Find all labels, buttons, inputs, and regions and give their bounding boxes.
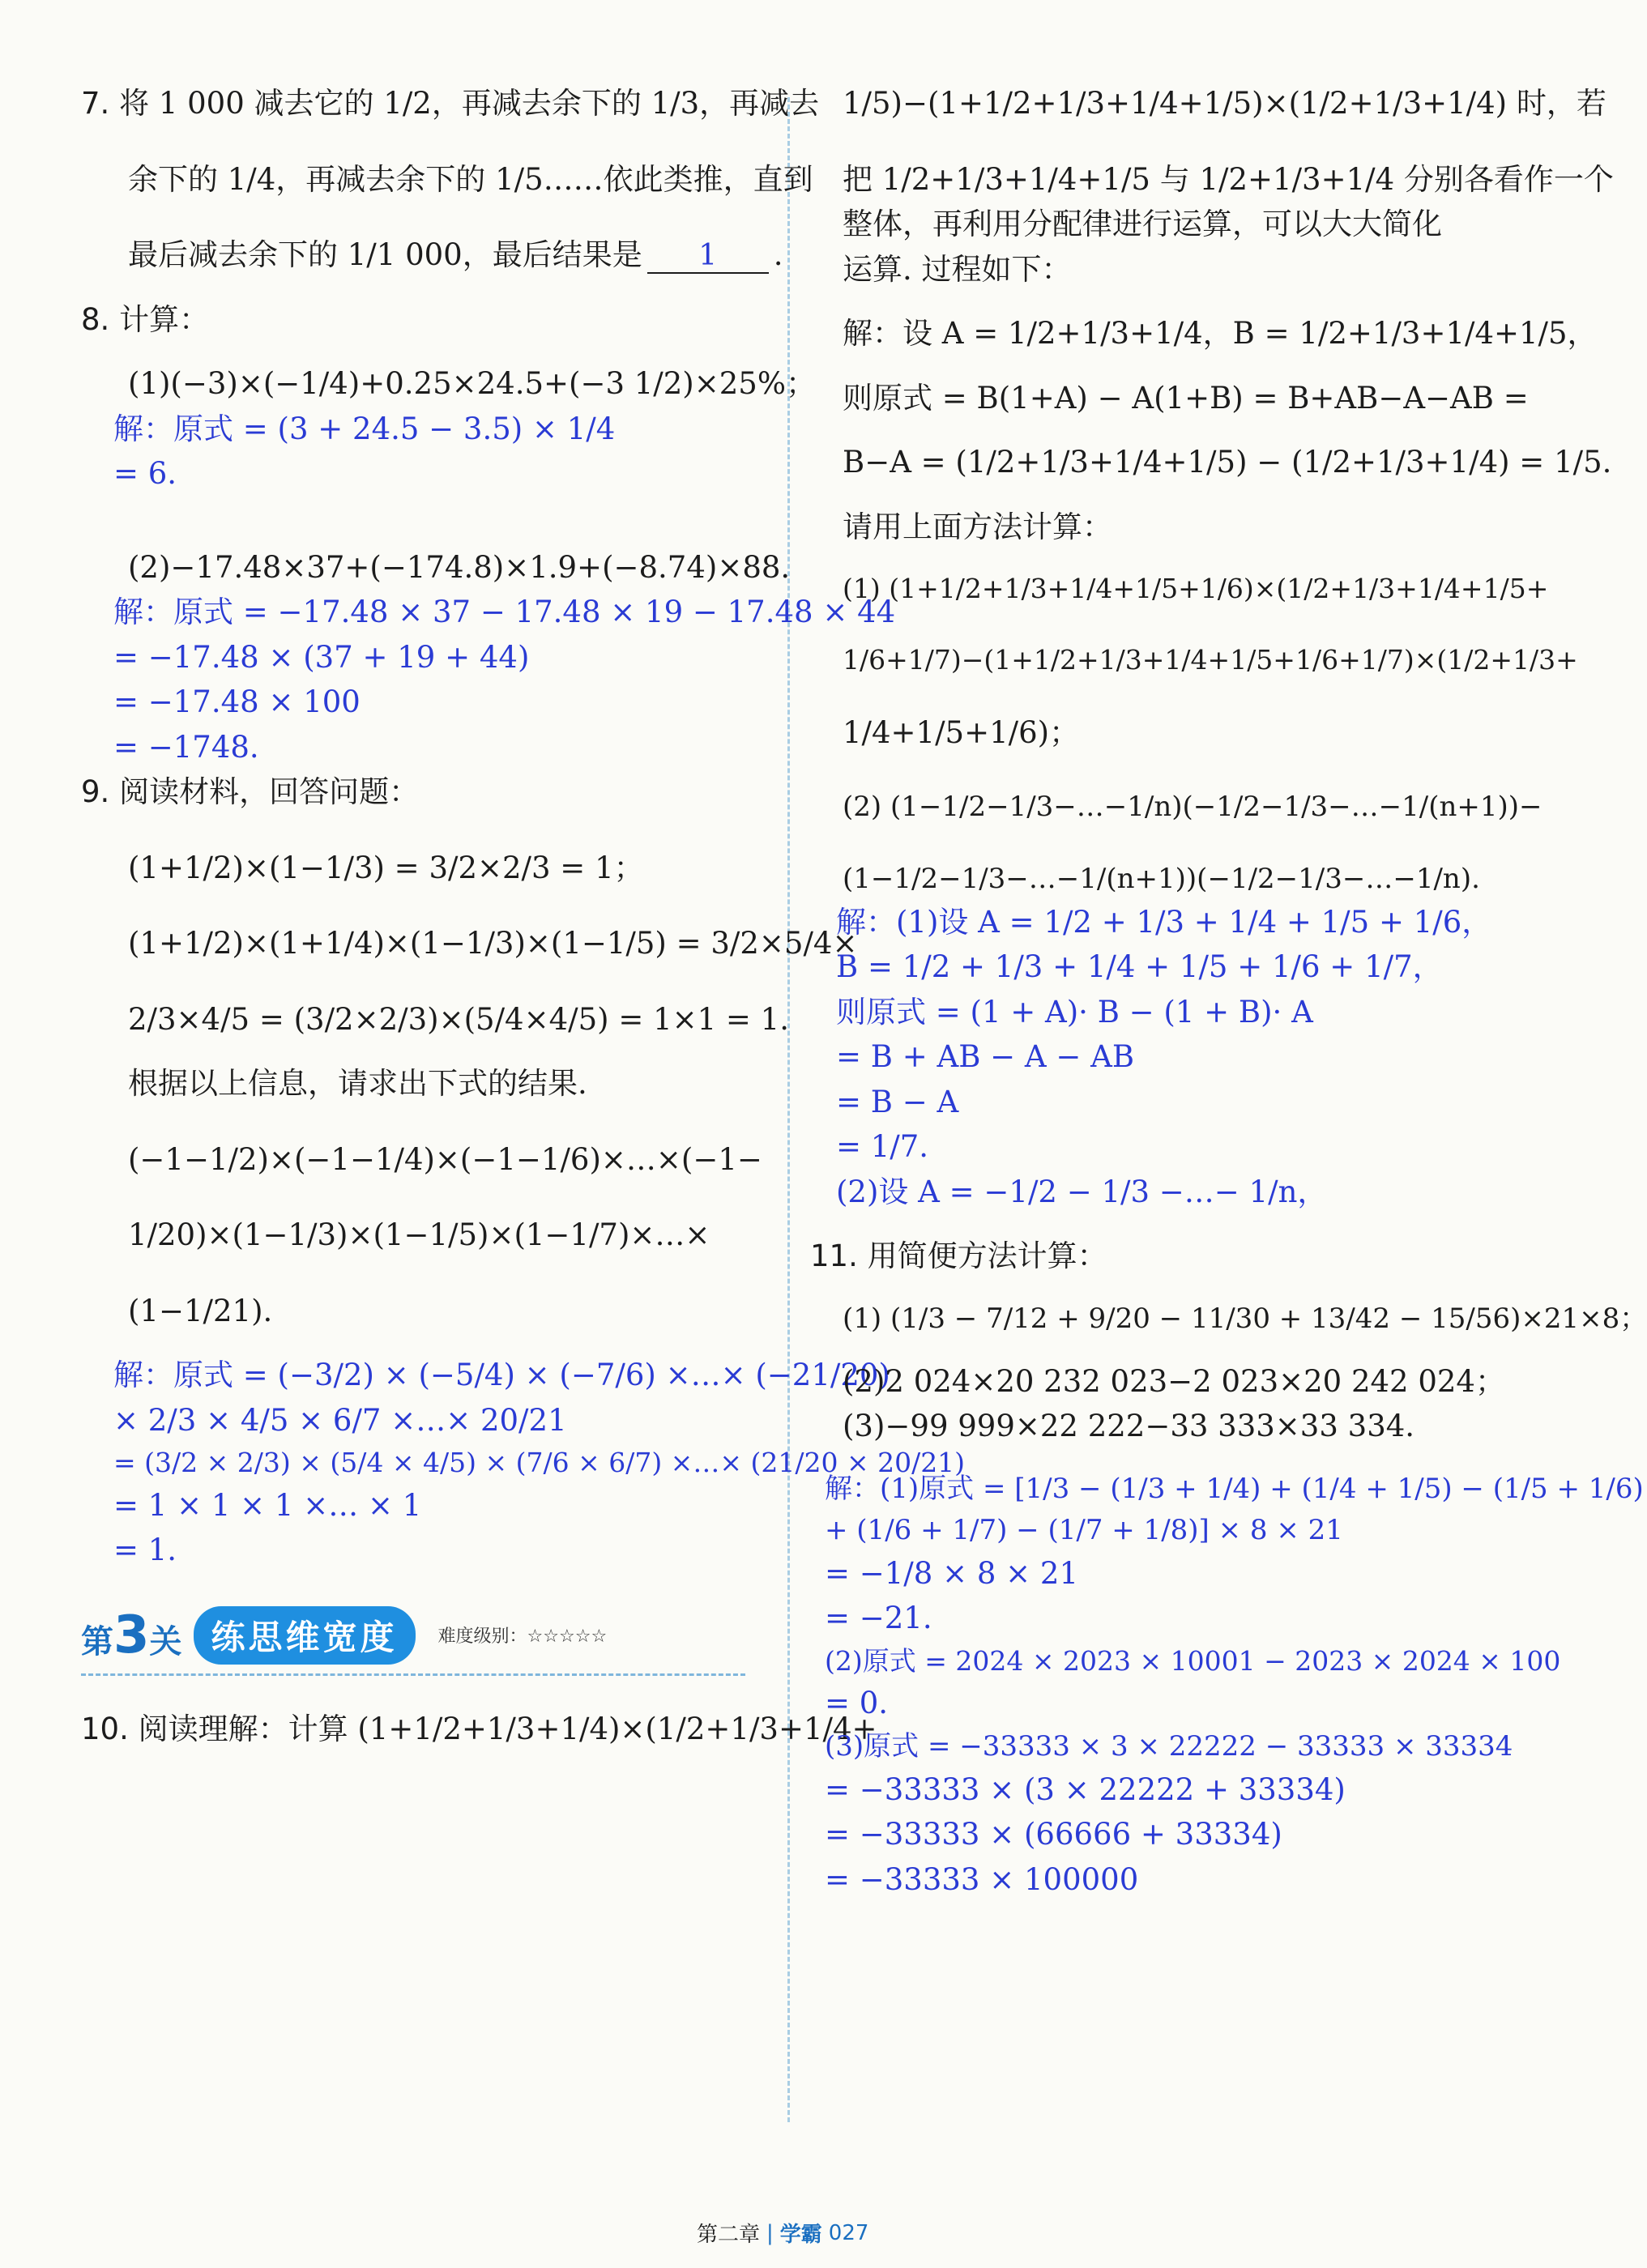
q11-part-3: (3)−99 999×22 222−33 333×33 334.: [843, 1409, 1415, 1443]
q9-ans-line-3: = 1 × 1 × 1 ×… × 1: [113, 1487, 422, 1523]
q10-part-1c: 1/4+1/5+1/6)；: [843, 715, 1080, 750]
q8-a1-line-1: = 6.: [113, 456, 177, 491]
q10-ans-line-4: = B − A: [836, 1084, 959, 1119]
q8-a2-line-2: = −17.48 × 100: [113, 684, 361, 719]
q10-ans-line-3: = B + AB − A − AB: [836, 1039, 1135, 1074]
q7-answer-blank: 1: [647, 240, 769, 274]
q9-title: 阅读材料，回答问题：: [119, 774, 420, 809]
q8-answer-1: [81, 407, 778, 497]
q11-ans-line-6: (3)原式 = −33333 × 3 × 22222 − 33333 × 33334: [825, 1729, 1513, 1763]
q8-a2-line-0: 解：原式 = −17.48 × 37 − 17.48 × 19 − 17.48 × 44: [113, 595, 896, 629]
q10-ans-line-2: 则原式 = (1 + A)· B − (1 + B)· A: [836, 994, 1313, 1030]
q11-ans-line-8: = −33333 × (66666 + 33334): [825, 1817, 1282, 1852]
page-number: 027: [828, 2220, 869, 2245]
section-label-num: 3: [113, 1605, 150, 1665]
q11-ans-line-4: (2)原式 = 2024 × 2023 × 10001 − 2023 × 2024 × 100: [825, 1644, 1561, 1677]
q8-a2-line-1: = −17.48 × (37 + 19 + 44): [113, 639, 530, 675]
q11-ans-line-1: + (1/6 + 1/7) − (1/7 + 1/8)] × 8 × 21: [825, 1513, 1343, 1546]
section-header: [81, 1605, 745, 1676]
footer-separator: |: [766, 2220, 774, 2245]
q8-header: [81, 297, 778, 343]
q10-line-1: [81, 1707, 877, 1752]
section-label-post: 关: [149, 1622, 182, 1660]
q10-ans-line-0: 解：(1)设 A = 1/2 + 1/3 + 1/4 + 1/5 + 1/6，: [836, 904, 1492, 940]
q8-a2-line-3: = −1748.: [113, 729, 259, 765]
difficulty-rating: 难度级别：☆☆☆☆☆: [437, 1626, 608, 1647]
q8-part-1: (1)(−3)×(−1/4)+0.25×24.5+(−3 1/2)×25%；: [128, 366, 816, 401]
q9-material-3: 2/3×4/5 = (3/2×2/3)×(5/4×4/5) = 1×1 = 1.: [128, 1001, 789, 1037]
q9-material-4: 根据以上信息，请求出下式的结果.: [128, 1066, 587, 1101]
q11-ans-line-7: = −33333 × (3 × 22222 + 33334): [825, 1771, 1346, 1807]
q7-line-2: 余下的 1/4，再减去余下的 1/5……依此类推，直到: [128, 161, 813, 197]
q8-title: 计算：: [119, 301, 210, 337]
right-column: [810, 81, 1647, 1902]
q11-ans-line-9: = −33333 × 100000: [825, 1861, 1139, 1897]
q9-material-7: (1−1/21).: [128, 1293, 273, 1328]
q7-text-1: 将 1 000 减去它的 1/2，再减去余下的 1/3，再减去: [119, 86, 820, 121]
q9-ans-line-4: = 1.: [113, 1533, 177, 1567]
q10-line-4: 整体，再利用分配律进行运算，可以大大简化: [843, 207, 1442, 241]
q9-material-5: (−1−1/2)×(−1−1/4)×(−1−1/6)×…×(−1−: [128, 1141, 762, 1177]
q9-material-1: (1+1/2)×(1−1/3) = 3/2×2/3 = 1；: [128, 850, 644, 885]
q9-material-2: (1+1/2)×(1+1/4)×(1−1/3)×(1−1/5) = 3/2×5/4×: [128, 926, 858, 961]
q10-ans-line-5: = 1/7.: [836, 1129, 929, 1164]
q10-number: 10.: [81, 1711, 129, 1746]
q10-line-6: 解：设 A = 1/2+1/3+1/4，B = 1/2+1/3+1/4+1/5，: [843, 316, 1598, 351]
q10-part-2b: (1−1/2−1/3−…−1/(n+1))(−1/2−1/3−…−1/n).: [843, 862, 1480, 895]
q7-number: 7.: [81, 86, 110, 121]
q9-ans-line-0: 解：原式 = (−3/2) × (−5/4) × (−7/6) ×…× (−21/20): [113, 1358, 890, 1392]
q8-a1-line-0: 解：原式 = (3 + 24.5 − 3.5) × 1/4: [113, 411, 616, 446]
footer-brand: 学霸: [779, 2223, 822, 2247]
q7-line-1: [81, 81, 820, 126]
q7-line-3: [81, 232, 783, 278]
q11-ans-line-0: 解：(1)原式 = [1/3 − (1/3 + 1/4) + (1/4 + 1/5) − (1/5 + 1/6): [825, 1472, 1644, 1505]
footer-chapter: 第二章: [697, 2223, 761, 2247]
q10-line-7: 则原式 = B(1+A) − A(1+B) = B+AB−A−AB =: [843, 380, 1529, 416]
q11-part-2: (2)2 024×20 232 023−2 023×20 242 024；: [843, 1363, 1505, 1399]
section-title: 练思维宽度: [194, 1606, 416, 1665]
q10-answer: [836, 900, 1523, 1215]
q10-part-1b: 1/6+1/7)−(1+1/2+1/3+1/4+1/5+1/6+1/7)×(1/2+1/3+: [843, 643, 1578, 676]
q9-number: 9.: [81, 774, 110, 809]
q7-end: .: [773, 237, 783, 272]
q9-answer: [81, 1353, 966, 1573]
section-label-pre: 第: [81, 1622, 113, 1660]
q8-number: 8.: [81, 301, 110, 337]
q10-part-2a: (2) (1−1/2−1/3−…−1/n)(−1/2−1/3−…−1/(n+1))−: [843, 790, 1542, 823]
q8-part-2: (2)−17.48×37+(−174.8)×1.9+(−8.74)×88.: [128, 549, 791, 585]
q11-title: 用简便方法计算：: [867, 1238, 1107, 1273]
q9-header: [81, 770, 778, 815]
q8-answer-2: [81, 590, 896, 770]
q10-part-1a: (1) (1+1/2+1/3+1/4+1/5+1/6)×(1/2+1/3+1/4+1/5+: [843, 573, 1549, 604]
q10-line-5: 运算. 过程如下：: [843, 251, 1072, 287]
q11-ans-line-2: = −1/8 × 8 × 21: [825, 1555, 1078, 1591]
q11-answer: [825, 1469, 1644, 1903]
q11-header: [810, 1234, 1523, 1279]
q11-ans-line-5: = 0.: [825, 1686, 889, 1720]
section-label: [81, 1605, 182, 1665]
q11-ans-line-3: = −21.: [825, 1601, 932, 1635]
q9-ans-line-1: × 2/3 × 4/5 × 6/7 ×…× 20/21: [113, 1402, 567, 1438]
page-footer: [697, 2218, 868, 2248]
q9-ans-line-2: = (3/2 × 2/3) × (5/4 × 4/5) × (7/6 × 6/7) ×…× (21/20 × 20/21): [113, 1447, 966, 1478]
q11-number: 11.: [810, 1238, 858, 1273]
q10-text-1: 阅读理解：计算 (1+1/2+1/3+1/4)×(1/2+1/3+1/4+: [138, 1711, 877, 1746]
q11-part-1: (1) (1/3 − 7/12 + 9/20 − 11/30 + 13/42 − 15/56)×21×8；: [843, 1302, 1647, 1335]
q10-ans-line-6: (2)设 A = −1/2 − 1/3 −…− 1/n，: [836, 1174, 1328, 1209]
q9-material-6: 1/20)×(1−1/3)×(1−1/5)×(1−1/7)×…×: [128, 1217, 710, 1252]
q10-line-9: 请用上面方法计算：: [843, 509, 1112, 544]
q7-text-3: 最后减去余下的 1/1 000，最后结果是: [128, 237, 642, 272]
q10-line-8: B−A = (1/2+1/3+1/4+1/5) − (1/2+1/3+1/4) = 1/5.: [843, 445, 1612, 480]
q10-ans-line-1: B = 1/2 + 1/3 + 1/4 + 1/5 + 1/6 + 1/7，: [836, 949, 1443, 984]
q10-line-3: 把 1/2+1/3+1/4+1/5 与 1/2+1/3+1/4 分别各看作一个: [843, 161, 1614, 197]
q10-line-2: 1/5)−(1+1/2+1/3+1/4+1/5)×(1/2+1/3+1/4) 时，若: [843, 86, 1606, 121]
